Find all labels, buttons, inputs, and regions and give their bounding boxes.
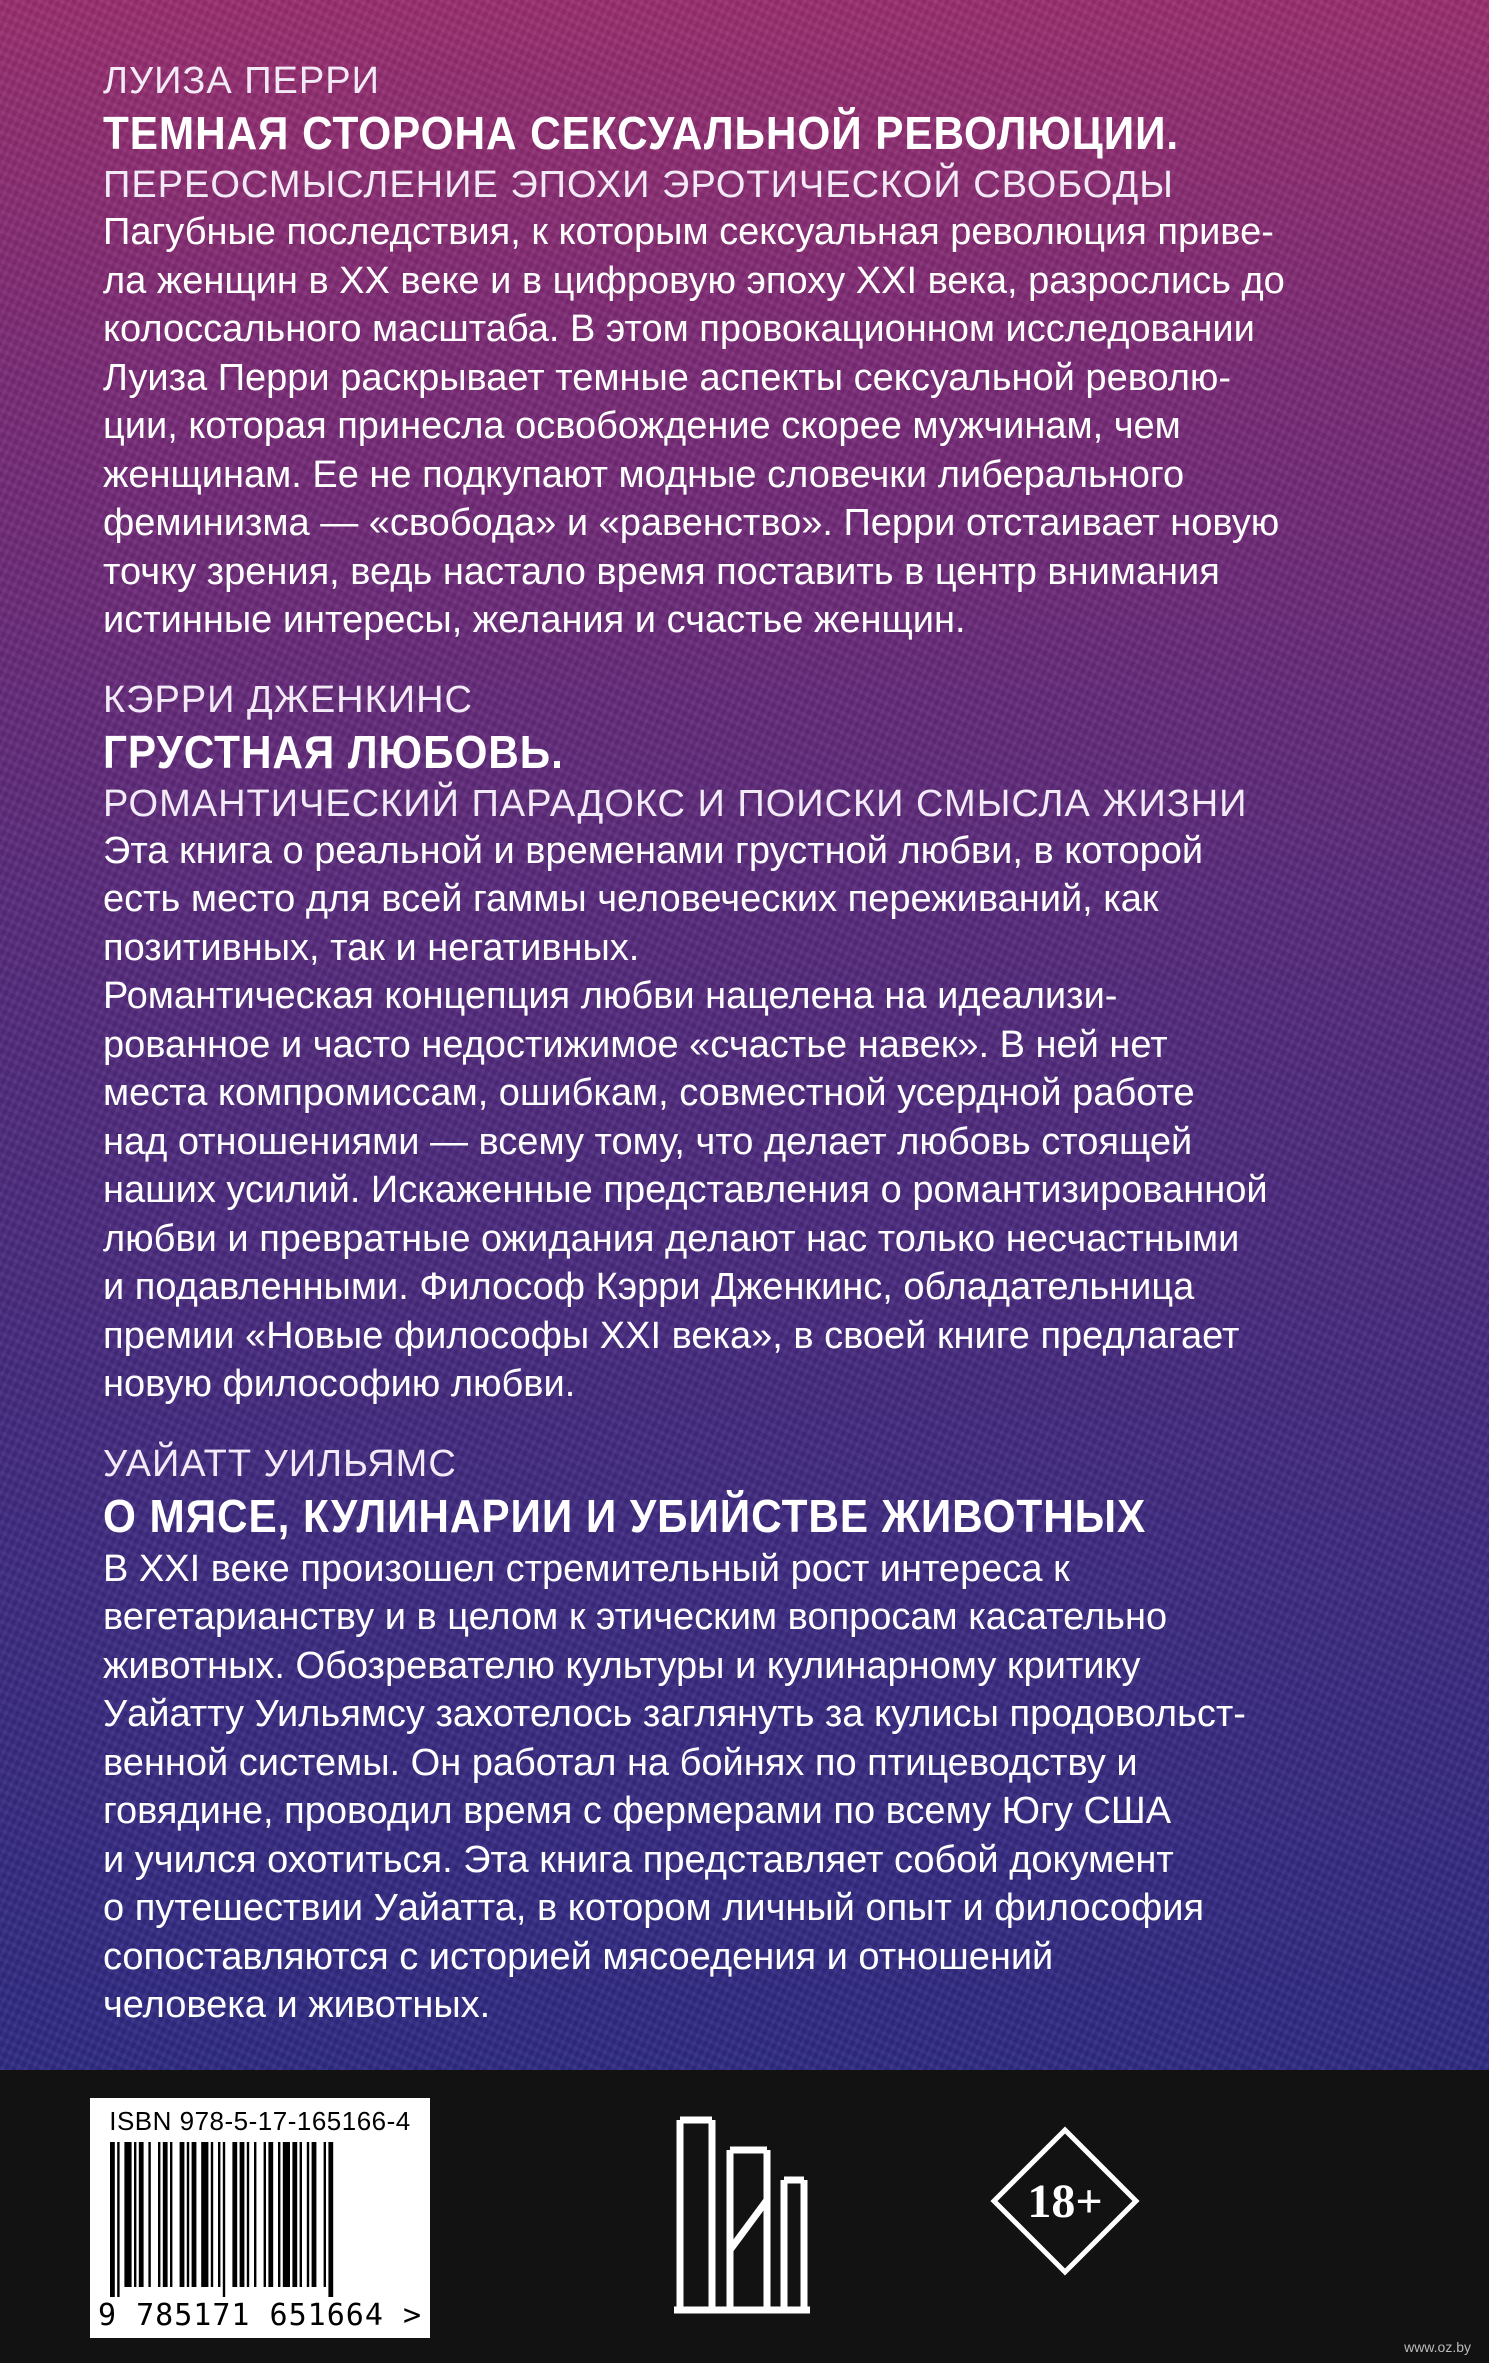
description-line: колоссального масштаба. В этом провокационном исследовании [103, 308, 1255, 350]
description-line: Луиза Перри раскрывает темные аспекты сексуальной револю- [103, 356, 1232, 399]
description-line: наших усилий. Искаженные представления о романтизированной [103, 1169, 1268, 1211]
description-paragraph [103, 972, 1443, 1409]
book-section [103, 1441, 1443, 2030]
description-line: венной системы. Он работал на бойнях по птицеводству и [103, 1741, 1138, 1784]
description-line: премии «Новые философы XXI века», в своей книге предлагает [103, 1314, 1240, 1357]
description-line: позитивных, так и негативных. [103, 926, 640, 969]
book-author: УАЙАТТ УИЛЬЯМС [103, 1442, 457, 1485]
book-description [103, 1545, 1443, 2030]
description-paragraph [103, 827, 1443, 973]
annotations [103, 58, 1443, 2062]
description-line: над отношениями — всему тому, что делает любовь стоящей [103, 1120, 1193, 1163]
book-author: КЭРРИ ДЖЕНКИНС [103, 678, 473, 721]
age-rating: 18+ [1027, 2174, 1103, 2228]
description-line: ла женщин в XX веке и в цифровую эпоху XXI века, разрослись до [103, 259, 1285, 302]
book-title: ГРУСТНАЯ ЛЮБОВЬ. [103, 725, 564, 778]
barcode-icon [108, 2142, 412, 2297]
description-line: В XXI веке произошел стремительный рост интереса к [103, 1547, 1070, 1590]
isbn-label: ISBN 978-5-17-165166-4 [109, 2106, 411, 2136]
description-line: вегетарианству и в целом к этическим вопросам касательно [103, 1596, 1168, 1638]
description-line: и подавленными. Философ Кэрри Дженкинс, обладательница [103, 1266, 1195, 1308]
age-rating-badge [990, 2126, 1140, 2276]
description-line: сопоставляются с историей мясоедения и отношений [103, 1935, 1054, 1978]
description-line: есть место для всей гаммы человеческих переживаний, как [103, 878, 1159, 920]
book-author: ЛУИЗА ПЕРРИ [103, 60, 380, 102]
description-line: рованное и часто недостижимое «счастье навек». В ней нет [103, 1023, 1168, 1066]
description-line: любви и превратные ожидания делают нас только несчастными [103, 1217, 1240, 1260]
description-line: женщинам. Ее не подкупают модные словечки либерального [103, 453, 1185, 496]
book-subtitle: ПЕРЕОСМЫСЛЕНИЕ ЭПОХИ ЭРОТИЧЕСКОЙ СВОБОДЫ [103, 164, 1174, 206]
description-line: Уайатту Уильямсу захотелось заглянуть за кулисы продовольст- [103, 1693, 1246, 1735]
description-line: человека и животных. [103, 1984, 491, 2026]
book-description [103, 827, 1443, 1409]
book-subtitle: РОМАНТИЧЕСКИЙ ПАРАДОКС И ПОИСКИ СМЫСЛА ЖИЗНИ [103, 782, 1248, 825]
description-line: о путешествии Уайатта, в котором личный опыт и философия [103, 1887, 1205, 1929]
book-title: О МЯСЕ, КУЛИНАРИИ И УБИЙСТВЕ ЖИВОТНЫХ [103, 1489, 1147, 1542]
watermark: www.oz.by [1404, 2339, 1471, 2355]
book-section [103, 677, 1443, 1409]
description-line: новую философию любви. [103, 1363, 576, 1405]
description-paragraph [103, 1545, 1443, 2030]
description-line: говядине, проводил время с фермерами по всему Югу США [103, 1790, 1172, 1832]
footer-bar [0, 2070, 1489, 2363]
description-line: Романтическая концепция любви нацелена на идеализи- [103, 975, 1118, 1017]
description-line: точку зрения, ведь настало время поставить в центр внимания [103, 550, 1220, 593]
description-paragraph [103, 208, 1443, 645]
description-line: животных. Обозревателю культуры и кулинарному критику [103, 1644, 1141, 1687]
description-line: ции, которая принесла освобождение скорее мужчинам, чем [103, 405, 1181, 447]
description-line: Эта книга о реальной и временами грустной любви, в которой [103, 829, 1204, 872]
description-line: Пагубные последствия, к которым сексуальная революция приве- [103, 211, 1274, 253]
description-line: феминизма — «свобода» и «равенство». Перри отстаивает новую [103, 502, 1280, 544]
book-description [103, 208, 1443, 645]
description-line: и учился охотиться. Эта книга представляет собой документ [103, 1838, 1174, 1881]
barcode-number: 9 785171 651664 > [97, 2298, 423, 2333]
book-title: ТЕМНАЯ СТОРОНА СЕКСУАЛЬНОЙ РЕВОЛЮЦИИ. [103, 107, 1180, 159]
book-section [103, 58, 1443, 645]
isbn-barcode-box [90, 2098, 430, 2338]
publisher-logo-icon [672, 2110, 812, 2320]
description-line: места компромиссам, ошибкам, совместной усердной работе [103, 1072, 1195, 1114]
description-line: истинные интересы, желания и счастье женщин. [103, 599, 966, 641]
